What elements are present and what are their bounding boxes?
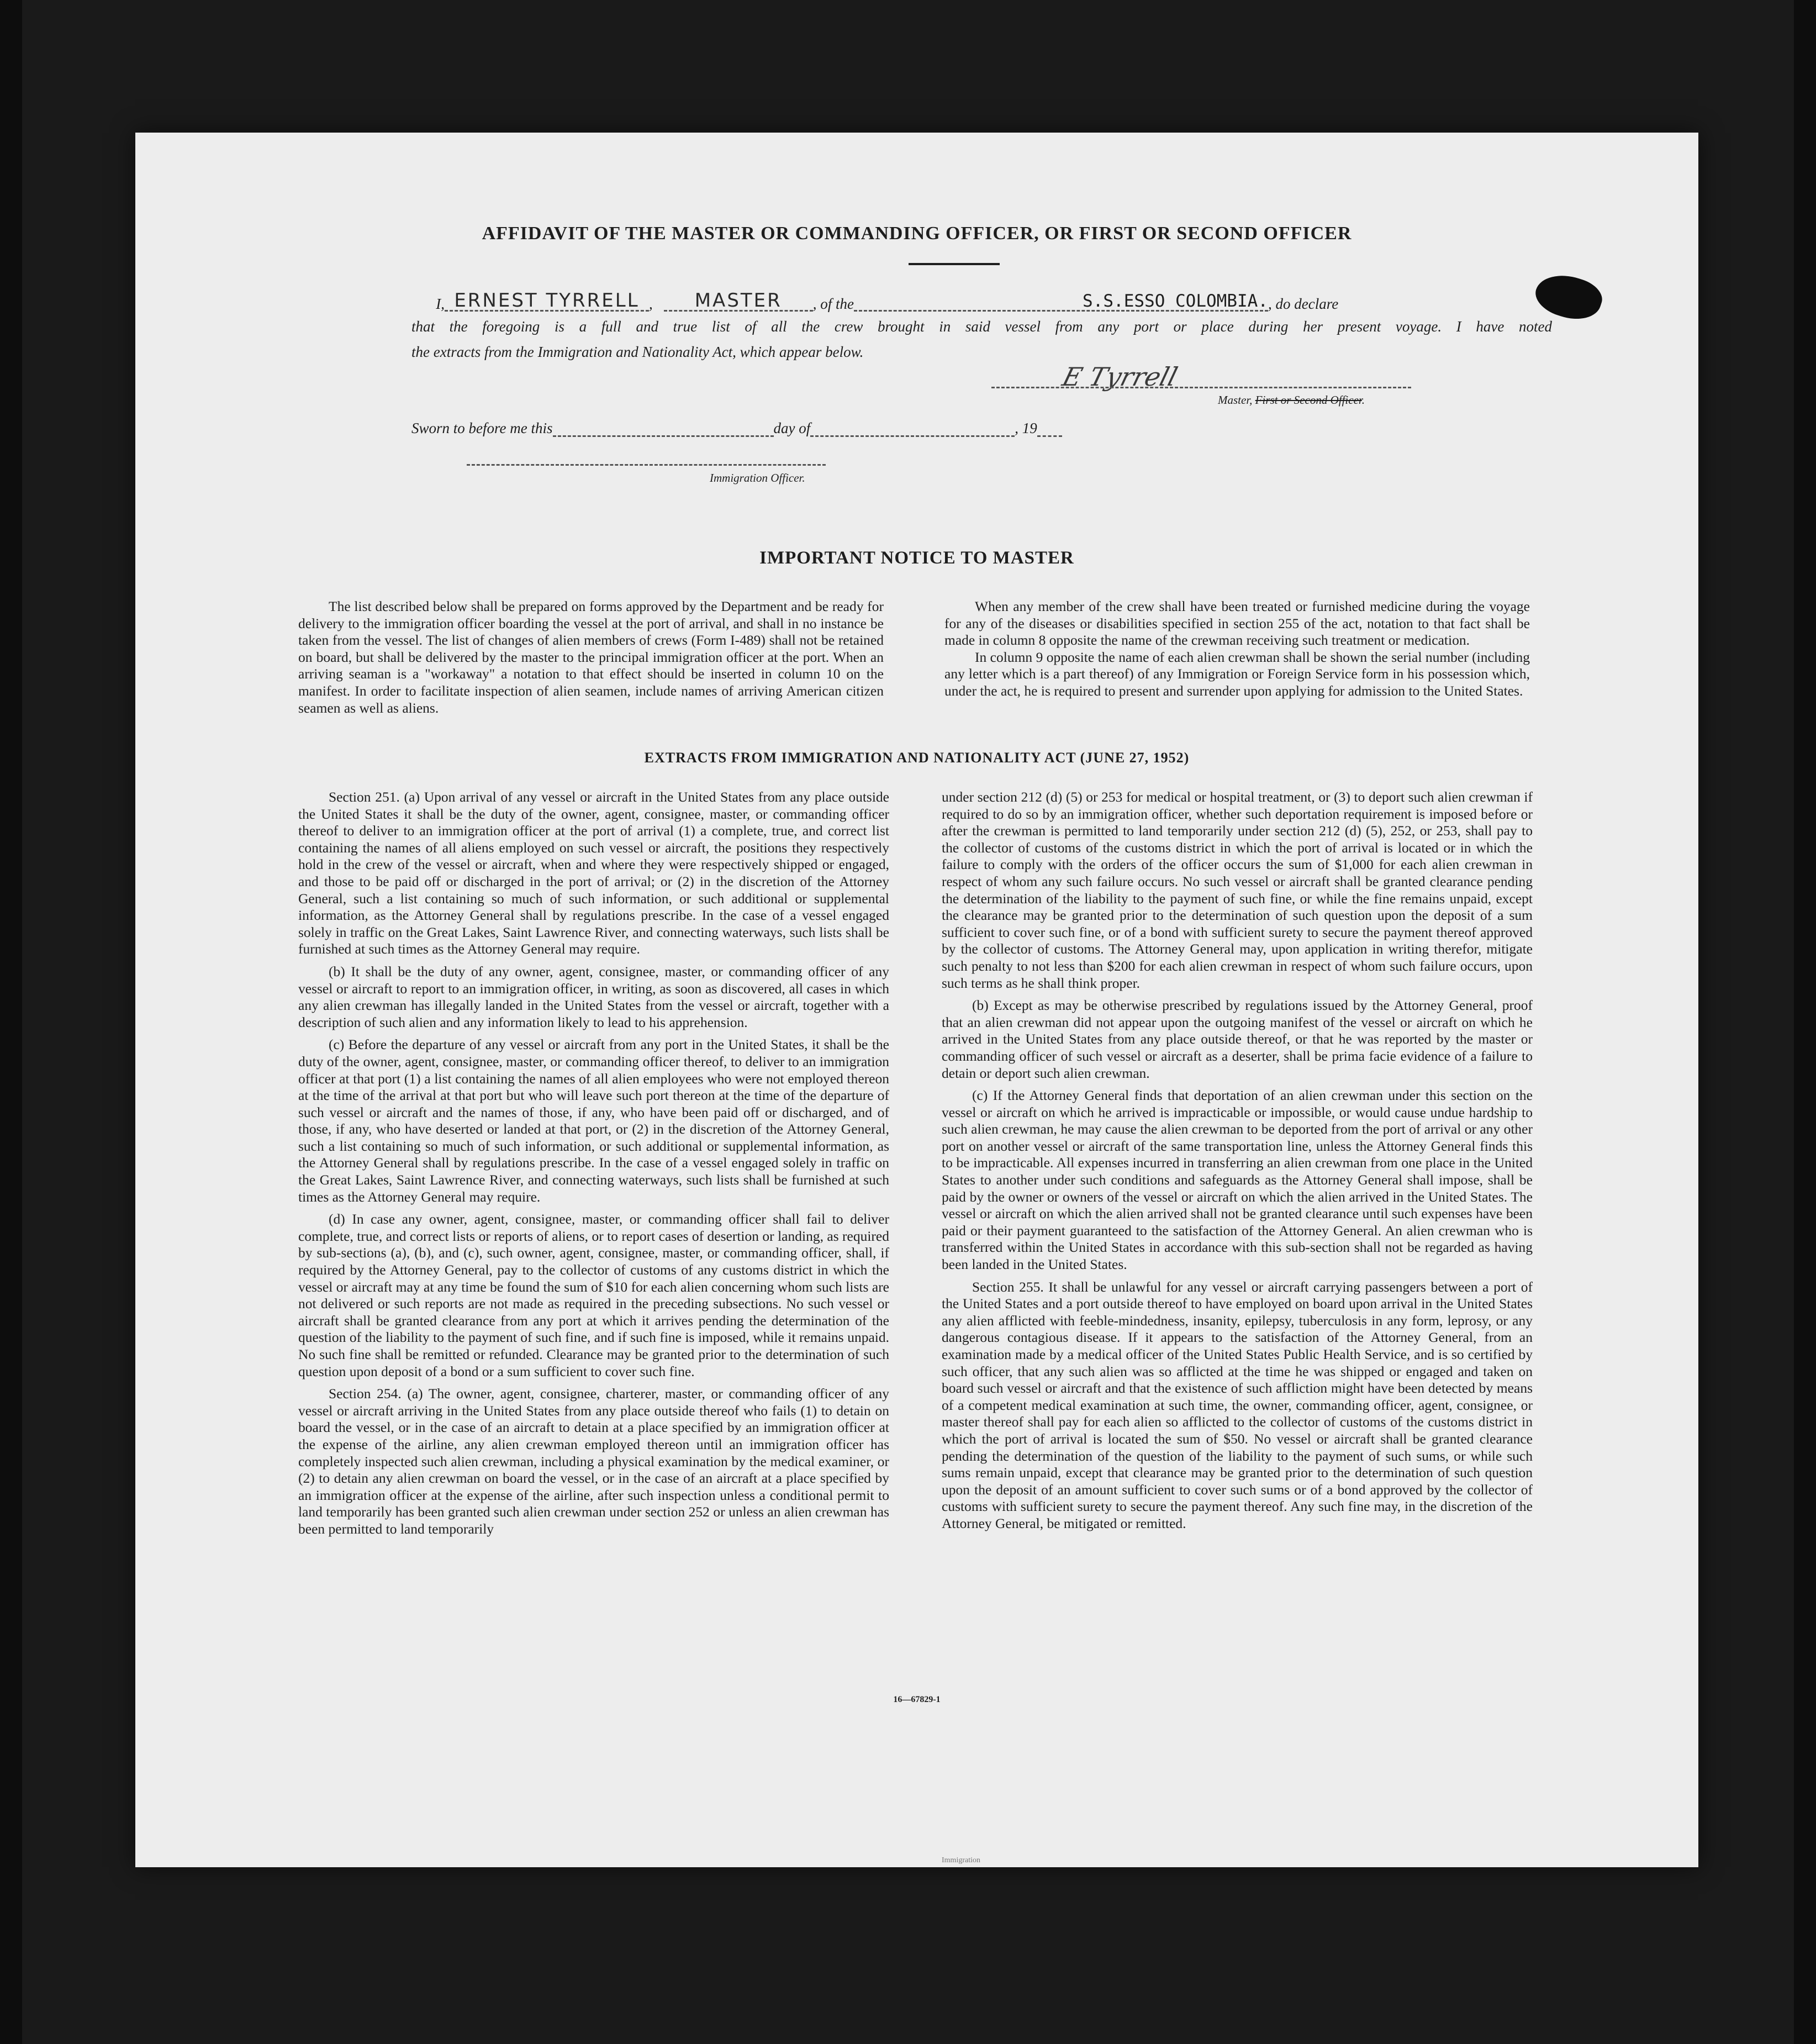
section-paragraph: (d) In case any owner, agent, consignee, master, or commanding officer shall fail to deliver complete, true, and correct lists or reports of aliens, or to report cases of desertion or landing, as required by sub-sections (a), (b), and (c), such owner, agent, consignee, master, or commanding officer, shall, if required by the Attorney General, pay to the collector of customs of any customs district in which the vessel or aircraft may at any time be found the sum of $10 for each alien concerning whom such lists are not delivered or such reports are not made as required in the preceding subsections. No such vessel or aircraft shall be granted clearance from any port at which it arrives pending the determination of the question of the liability to the payment of such fine, and if such fine is imposed, while it remains unpaid. No such fine shall be remitted or refunded. Clearance may be granted prior to the determination of such question upon deposit of a bond or a sum sufficient to cover such fine. [298, 1211, 889, 1379]
title-handwritten: MASTER [694, 289, 782, 312]
document-page [135, 133, 1698, 1867]
signer-label: Master, First or Second Officer. [1218, 393, 1365, 407]
day-of-label: day of [773, 420, 811, 436]
section-paragraph: (c) If the Attorney General finds that deportation of an alien crewman under this section on the vessel or aircraft on which he arrived is impracticable or impossible, or would cause undue hardship to such alien crewman, he may cause the alien crewman to be deported from the port of arrival or any other port on another vessel or aircraft of the same transportation line, unless the Attorney General finds this to be impracticable. All expenses incurred in transferring an alien crewman from one place in the United States to another under such conditions and safeguards as the Attorney General shall impose, shall be paid by the owner or owners of the vessel or aircraft on which the alien arrived in the United States. The vessel or aircraft on which the alien arrived shall not be granted clearance until such expenses have been paid or their payment guaranteed to the satisfaction of the Attorney General. An alien crewman who is transferred within the United States in accordance with this sub-section shall not be regarded as having been landed in the United States. [942, 1087, 1533, 1273]
declaration-line-1 [411, 291, 1552, 312]
title-field [664, 291, 813, 312]
comma: , [649, 296, 653, 312]
sworn-year-blank [1037, 435, 1062, 437]
sworn-month-blank [810, 435, 1015, 437]
sworn-line [411, 420, 1062, 437]
name-field [445, 291, 649, 312]
sworn-day-blank [553, 435, 774, 437]
of-the-label: , of the [812, 296, 854, 312]
section-paragraph: (b) Except as may be otherwise prescribed by regulations issued by the Attorney General, proof that an alien crewman did not appear upon the outgoing manifest of the vessel or aircraft on which he arrived in the United States from any place outside thereof, or that he was reported by the master or commanding officer of such vessel or aircraft as a deserter, shall be prima facie evidence of a failure to detain or deport such alien crewman. [942, 997, 1533, 1081]
i-label: I, [436, 296, 445, 312]
sworn-label: Sworn to before me this [411, 420, 553, 436]
notice-right-column [944, 598, 1530, 700]
section-paragraph: Section 254. (a) The owner, agent, consignee, charterer, master, or commanding officer of any vessel or aircraft arriving in the United States from any place outside thereof who fails (1) to detain on board the vessel, or in the case of an aircraft to detain at a place specified by an immigration officer at the expense of the airline, any alien crewman employed thereon until an immigration officer has completely inspected such alien crewman, including a physical examination by the medical examiner, or (2) to detain any alien crewman on board the vessel, or in the case of an aircraft at a place specified by an immigration officer at the expense of the airline, after such inspection unless a conditional permit to land temporarily has been granted such alien crewman under section 252 or unless an alien crewman has been permitted to land temporarily [298, 1386, 889, 1537]
form-number: 16—67829-1 [893, 1695, 941, 1704]
edge-stamp: Immigration [942, 1856, 980, 1864]
notice-paragraph: The list described below shall be prepared on forms approved by the Department and be ready for delivery to the immigration officer boarding the vessel at the port of arrival, and shall in no instance be taken from the vessel. The list of changes of alien members of crews (Form I-489) shall not be retained on board, but shall be delivered by the master to the principal immigration officer at the port. When an arriving seaman is a "workaway" a notation to that effect should be inserted in column 10 on the manifest. In order to facilitate inspection of alien seamen, include names of arriving American citizen seamen as well as aliens. [298, 598, 884, 716]
notice-title: IMPORTANT NOTICE TO MASTER [759, 548, 1074, 568]
do-declare: , do declare [1268, 296, 1339, 312]
vessel-field [854, 293, 1268, 312]
film-edge-left [0, 0, 22, 2044]
title-rule [909, 263, 1000, 265]
immigration-officer-label: Immigration Officer. [710, 471, 805, 484]
notice-paragraph: In column 9 opposite the name of each alien crewman shall be shown the serial number (including any letter which is a part thereof) of any Immigration or Foreign Service form in his possession which, under the act, he is required to present and surrender upon applying for admission to the United States. [944, 649, 1530, 699]
section-paragraph: (b) It shall be the duty of any owner, agent, consignee, master, or commanding officer of any vessel or aircraft to report to an immigration officer, in writing, as soon as discovered, all cases in which any alien crewman has illegally landed in the United States from the vessel or aircraft, together with a description of such alien and any information likely to lead to his apprehension. [298, 963, 889, 1030]
section-paragraph: Section 251. (a) Upon arrival of any vessel or aircraft in the United States from any place outside the United States it shall be the duty of the owner, agent, consignee, master, or commanding officer thereof to deliver to an immigration officer at the port of arrival (1) a complete, true, and correct list containing the names of all aliens employed on such vessel or aircraft, the positions they respectively hold in the crew of the vessel or aircraft, when and where they were respectively shipped or engaged, and those to be paid off or discharged in the port of arrival; or (2) in the discretion of the Attorney General, such a list containing so much of such information, or such additional or supplemental information, as the Attorney General shall by regulations prescribe. In the case of a vessel engaged solely in traffic on the Great Lakes, Saint Lawrence River, and connecting waterways, such lists shall be furnished at such times as the Attorney General may require. [298, 789, 889, 957]
vessel-typed: S.S.ESSO COLOMBIA. [1083, 291, 1268, 311]
signature-line [991, 387, 1411, 388]
notice-paragraph: When any member of the crew shall have been treated or furnished medicine during the voyage for any of the diseases or disabilities specified in section 255 of the act, notation to that fact shall be made in column 8 opposite the name of the crewman receiving such treatment or medication. [944, 598, 1530, 649]
film-edge-right [1794, 0, 1816, 2044]
affidavit-title: AFFIDAVIT OF THE MASTER OR COMMANDING OFFICER, OR FIRST OR SECOND OFFICER [482, 223, 1352, 244]
extracts-left-column [298, 789, 889, 1538]
extracts-title: EXTRACTS FROM IMMIGRATION AND NATIONALITY ACT (JUNE 27, 1952) [644, 750, 1190, 766]
section-paragraph: Section 255. It shall be unlawful for any vessel or aircraft carrying passengers between a port of the United States and a port outside thereof to have employed on board upon arrival in the United States any alien afflicted with feeble-mindedness, insanity, epilepsy, tuberculosis in any form, leprosy, or any dangerous contagious disease. If it appears to the satisfaction of the Attorney General, from an examination made by a medical officer of the United States Public Health Service, and is so certified by such officer, that any such alien was so afflicted at the time he was shipped or engaged and taken on board such vessel or aircraft and that the existence of such affliction might have been detected by means of a competent medical examination at such time, the owner, commanding officer, agent, consignee, or master thereof shall pay for each alien so afflicted to the collector of customs of the customs district in which the port of arrival is located the sum of $50. No vessel or aircraft shall be granted clearance pending the determination of the question of the liability to the payment of such sums, or while such sums remain unpaid, except that clearance may be granted prior to the determination of such question upon the deposit of an amount sufficient to cover such sums or of a bond approved by the collector of customs with sufficient surety to secure the payment thereof. Any such fine may, in the discretion of the Attorney General, be mitigated or remitted. [942, 1278, 1533, 1531]
year-label: , 19 [1015, 420, 1037, 436]
declaration-line-2: that the foregoing is a full and true list of all the crew brought in said vessel from any port or place during her present voyage. I have noted [411, 318, 1552, 335]
name-handwritten: ERNEST TYRRELL [454, 289, 640, 312]
extracts-right-column [942, 789, 1533, 1532]
section-paragraph: under section 212 (d) (5) or 253 for medical or hospital treatment, or (3) to deport such alien crewman if required to do so by an immigration officer, whether such deportation requirement is imposed before or after the crewman is permitted to land temporarily under section 212 (d) (5), 252, or 253, shall pay to the collector of customs of the customs district in which the port of arrival is located or in which the failure to comply with the orders of the officer occurs the sum of $1,000 for each alien crewman in respect of whom any such failure occurs. No such vessel or aircraft shall be granted clearance pending the determination of the liability to the payment of such fine, or while the fine remains unpaid, except the clearance may be granted prior to the determination of such question upon the deposit of a sum sufficient to cover such fine, or of a bond with sufficient surety to secure the payment thereof approved by the collector of customs. The Attorney General may, upon application in writing therefor, mitigate such penalty to not less than $200 for each alien crewman in respect of whom such failure occurs, upon such terms as he shall think proper. [942, 789, 1533, 991]
declaration-line-3: the extracts from the Immigration and Nationality Act, which appear below. [411, 344, 864, 360]
section-paragraph: (c) Before the departure of any vessel or aircraft from any port in the United States, it shall be the duty of the owner, agent, consignee, master, or commanding officer thereof, to deliver to an immigration officer at that port (1) a list containing the names of all alien employees who were not employed thereon at the time of the arrival at that port but who will leave such port thereon at the time of the departure of such vessel or aircraft and the names of those, if any, who have been paid off or discharged, and of those, if any, who have deserted or landed at that port, or (2) in the discretion of the Attorney General, such a list containing so much of such information, or such additional or supplemental information, as the Attorney General shall by regulations prescribe. In the case of a vessel engaged solely in traffic on the Great Lakes, Saint Lawrence River, and connecting waterways, such lists shall be furnished at such times as the Attorney General may require. [298, 1036, 889, 1205]
immigration-officer-line [467, 464, 826, 466]
master-signature: E Tyrrell [1059, 362, 1181, 392]
notice-left-column [298, 598, 884, 717]
